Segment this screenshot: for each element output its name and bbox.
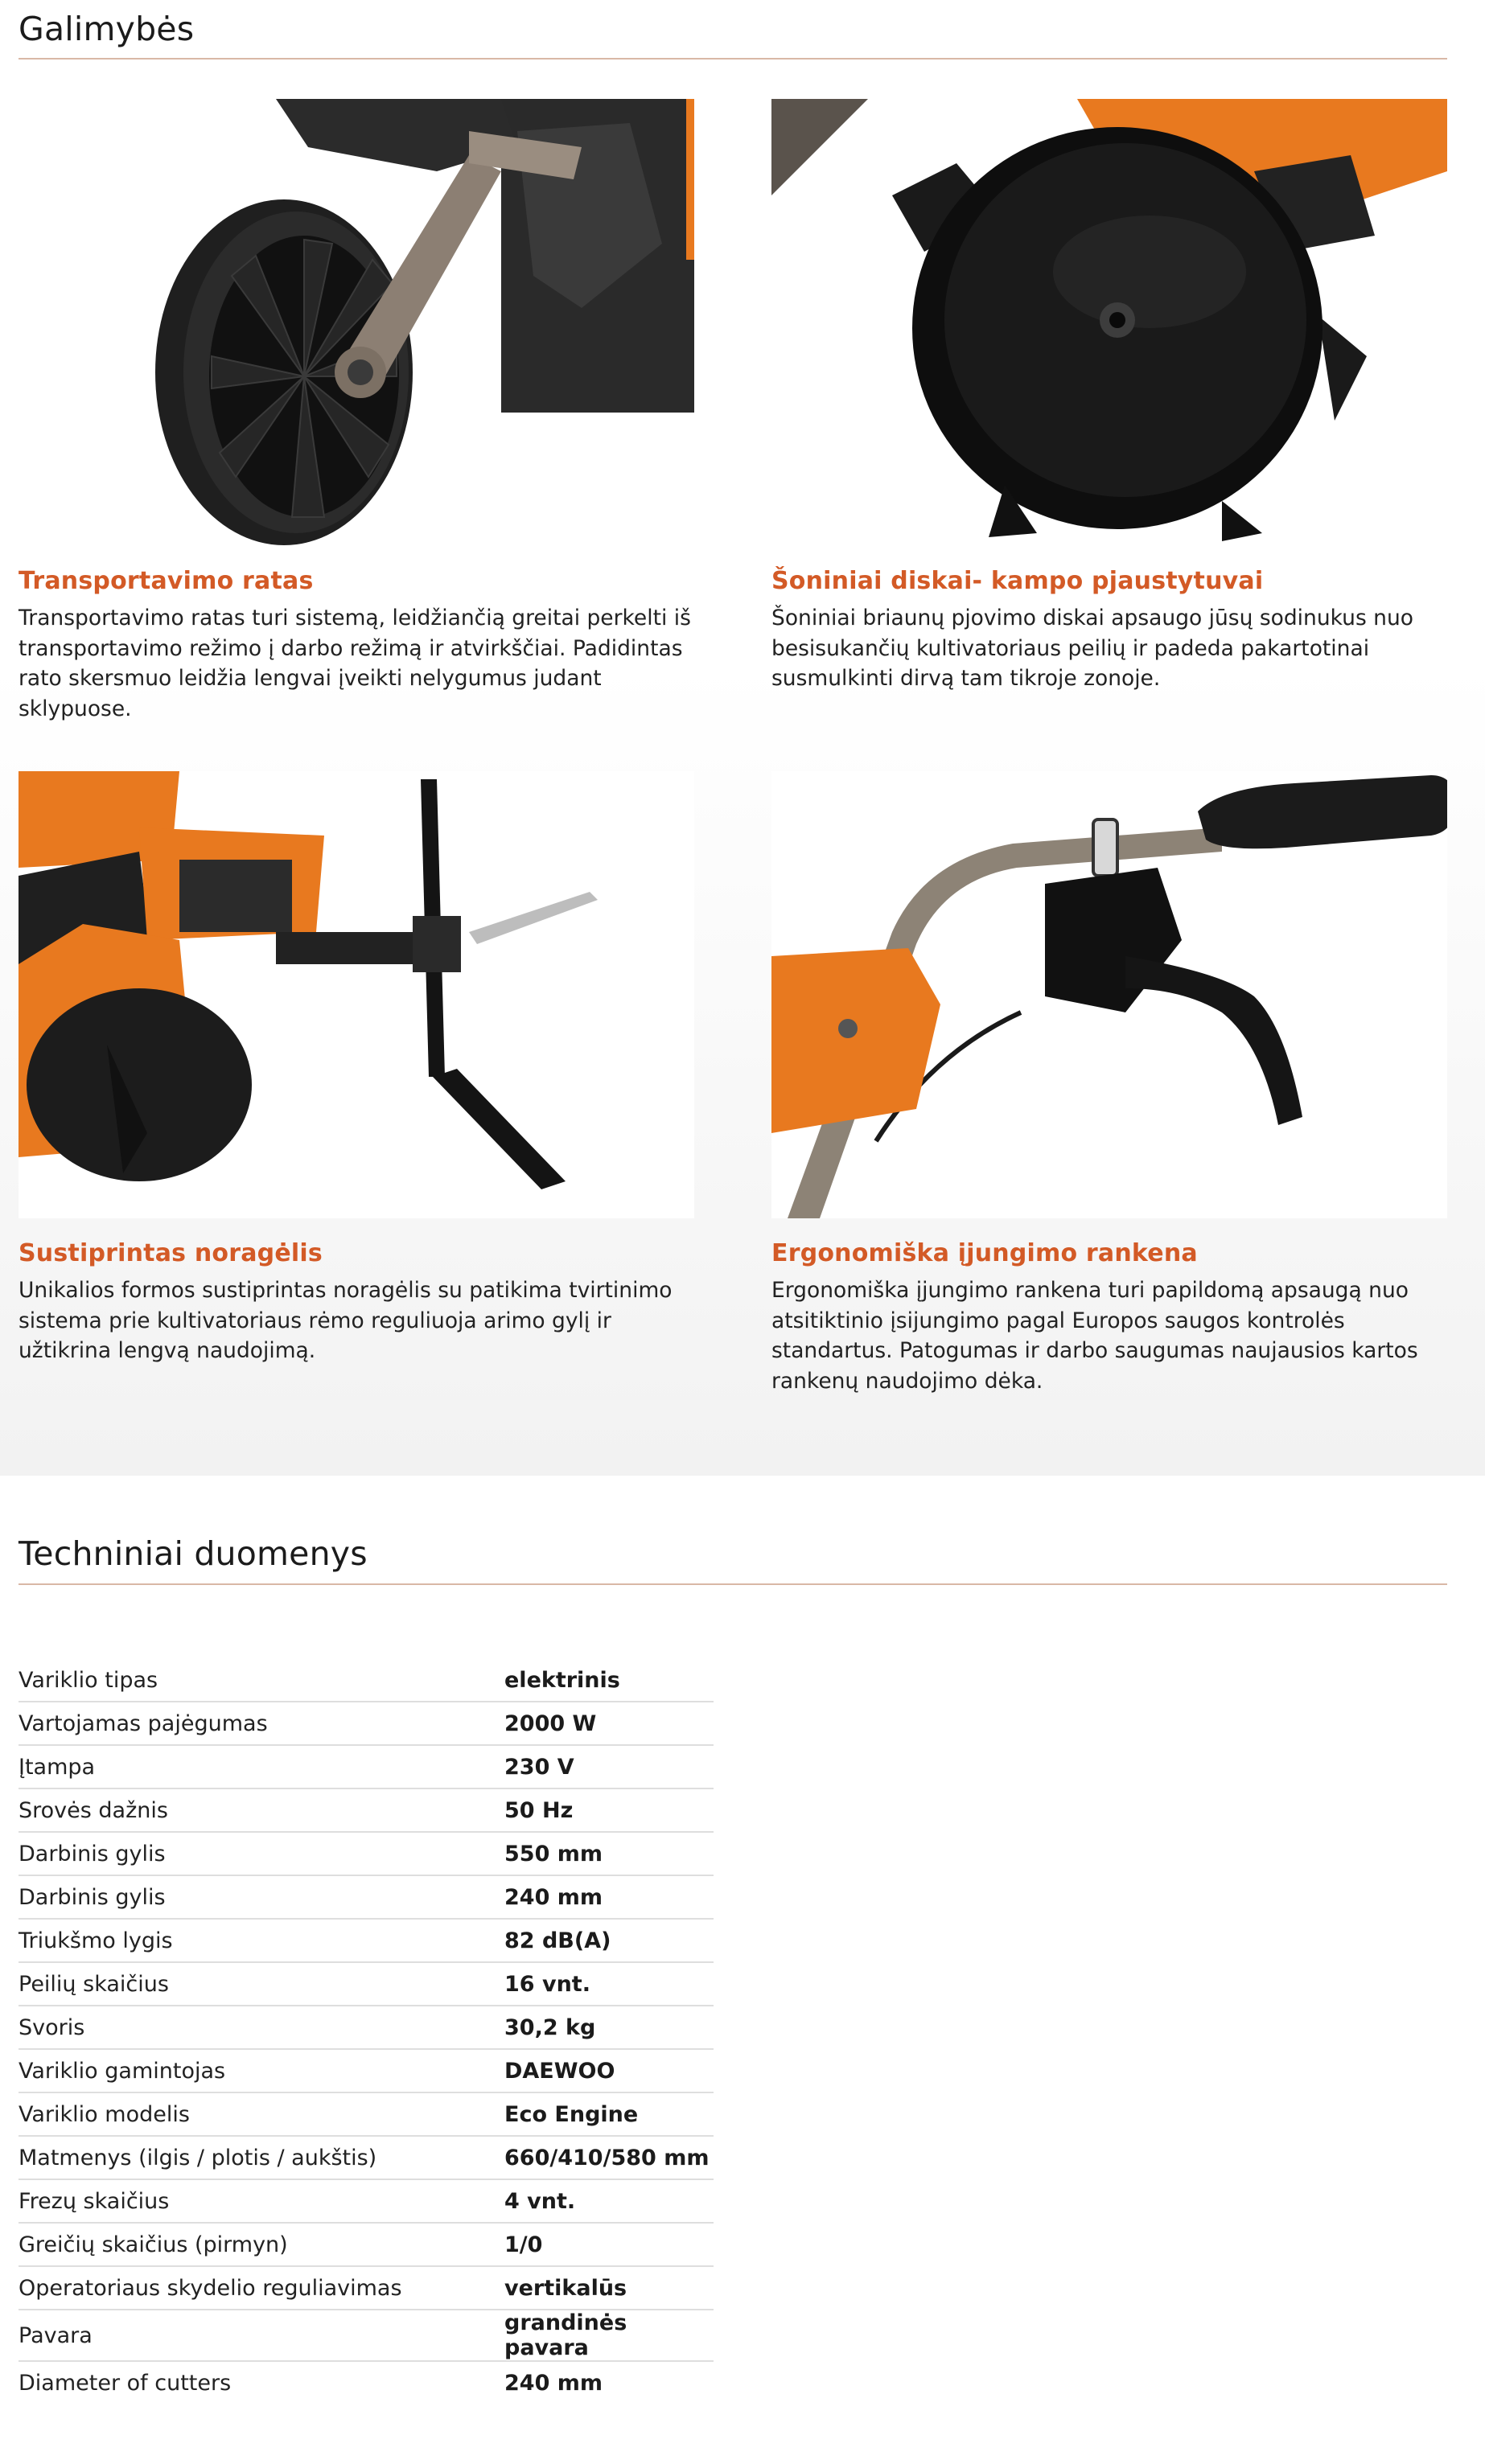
spec-row [19,2136,714,2179]
spec-row [19,2310,714,2361]
spec-label: Variklio modelis [19,2092,504,2136]
spec-value: 4 vnt. [504,2179,714,2223]
specs-table [19,1659,714,2404]
spec-label: Variklio tipas [19,1659,504,1702]
spec-row [19,1875,714,1919]
feature-title: Šoniniai diskai- kampo pjaustytuvai [771,567,1264,595]
spec-label: Įtampa [19,1745,504,1788]
spec-label: Triukšmo lygis [19,1919,504,1962]
features-title-divider [19,58,1447,60]
spec-label: Darbinis gylis [19,1832,504,1875]
spec-row [19,1962,714,2006]
spec-label: Frezų skaičius [19,2179,504,2223]
specs-title-divider [19,1583,1447,1585]
transport-wheel-image [19,99,694,546]
feature-title: Sustiprintas noragėlis [19,1239,323,1267]
feature-card-reinforced-share [19,771,694,1366]
feature-description: Unikalios formos sustiprintas noragėlis su patikima tvirtinimo sistema prie kultivatoriaus rėmo reguliuoja arimo gylį ir užtikrina lengvą naudojimą. [19,1278,673,1363]
specs-title: Techniniai duomenys [19,1534,368,1573]
feature-title: Transportavimo ratas [19,567,314,595]
spec-value: 240 mm [504,1875,714,1919]
side-discs-image [771,99,1447,546]
spec-label: Greičių skaičius (pirmyn) [19,2223,504,2266]
spec-value: 1/0 [504,2223,714,2266]
spec-value: 16 vnt. [504,1962,714,2006]
feature-description: Šoniniai briaunų pjovimo diskai apsaugo jūsų sodinukus nuo besisukančių kultivatoriaus peilių ir padeda pakartotinai susmulkinti dirvą tam tikroje zonoje. [771,606,1413,691]
spec-label: Operatoriaus skydelio reguliavimas [19,2266,504,2310]
spec-label: Matmenys (ilgis / plotis / aukštis) [19,2136,504,2179]
spec-row [19,2361,714,2404]
spec-row [19,1702,714,1745]
spec-value: vertikalūs [504,2266,714,2310]
spec-row [19,1659,714,1702]
spec-value: 230 V [504,1745,714,1788]
feature-card-side-discs [771,99,1447,694]
spec-value: grandinės pavara [504,2310,714,2361]
feature-title: Ergonomiška įjungimo rankena [771,1239,1198,1267]
spec-row [19,2006,714,2049]
spec-label: Variklio gamintojas [19,2049,504,2092]
feature-card-ergonomic-handle [771,771,1447,1396]
feature-description: Ergonomiška įjungimo rankena turi papildomą apsaugą nuo atsitiktinio įsijungimo pagal Europos saugos kontrolės standartus. Patogumas ir darbo saugumas naujausios kartos rankenų naudojimo dėka. [771,1278,1418,1394]
spec-value: 50 Hz [504,1788,714,1832]
spec-value: Eco Engine [504,2092,714,2136]
spec-label: Peilių skaičius [19,1962,504,2006]
spec-value: DAEWOO [504,2049,714,2092]
spec-row [19,1745,714,1788]
spec-value: 550 mm [504,1832,714,1875]
spec-row [19,2223,714,2266]
spec-value: 240 mm [504,2370,603,2396]
spec-row [19,1919,714,1962]
spec-row [19,2179,714,2223]
ergonomic-handle-image [771,771,1447,1218]
feature-card-transport-wheel [19,99,694,724]
spec-value: 2000 W [504,1702,714,1745]
spec-row [19,2049,714,2092]
spec-label: Srovės dažnis [19,1788,504,1832]
spec-value: 30,2 kg [504,2006,714,2049]
features-title: Galimybės [19,10,195,48]
spec-label: Darbinis gylis [19,1875,504,1919]
spec-label: Vartojamas pajėgumas [19,1702,504,1745]
reinforced-share-image [19,771,694,1218]
spec-label: Svoris [19,2006,504,2049]
spec-row [19,1832,714,1875]
spec-row [19,2092,714,2136]
spec-row [19,2266,714,2310]
spec-value: 82 dB(A) [504,1919,714,1962]
spec-label: Diameter of cutters [19,2370,232,2396]
spec-row [19,1788,714,1832]
spec-value: 660/410/580 mm [504,2136,714,2179]
spec-label: Pavara [19,2310,504,2361]
spec-value: elektrinis [504,1659,714,1702]
feature-description: Transportavimo ratas turi sistemą, leidžiančią greitai perkelti iš transportavimo režimo į darbo režimą ir atvirkščiai. Padidintas rato skersmuo leidžia lengvai įveikti nelygumus judant sklypuose. [19,606,691,721]
